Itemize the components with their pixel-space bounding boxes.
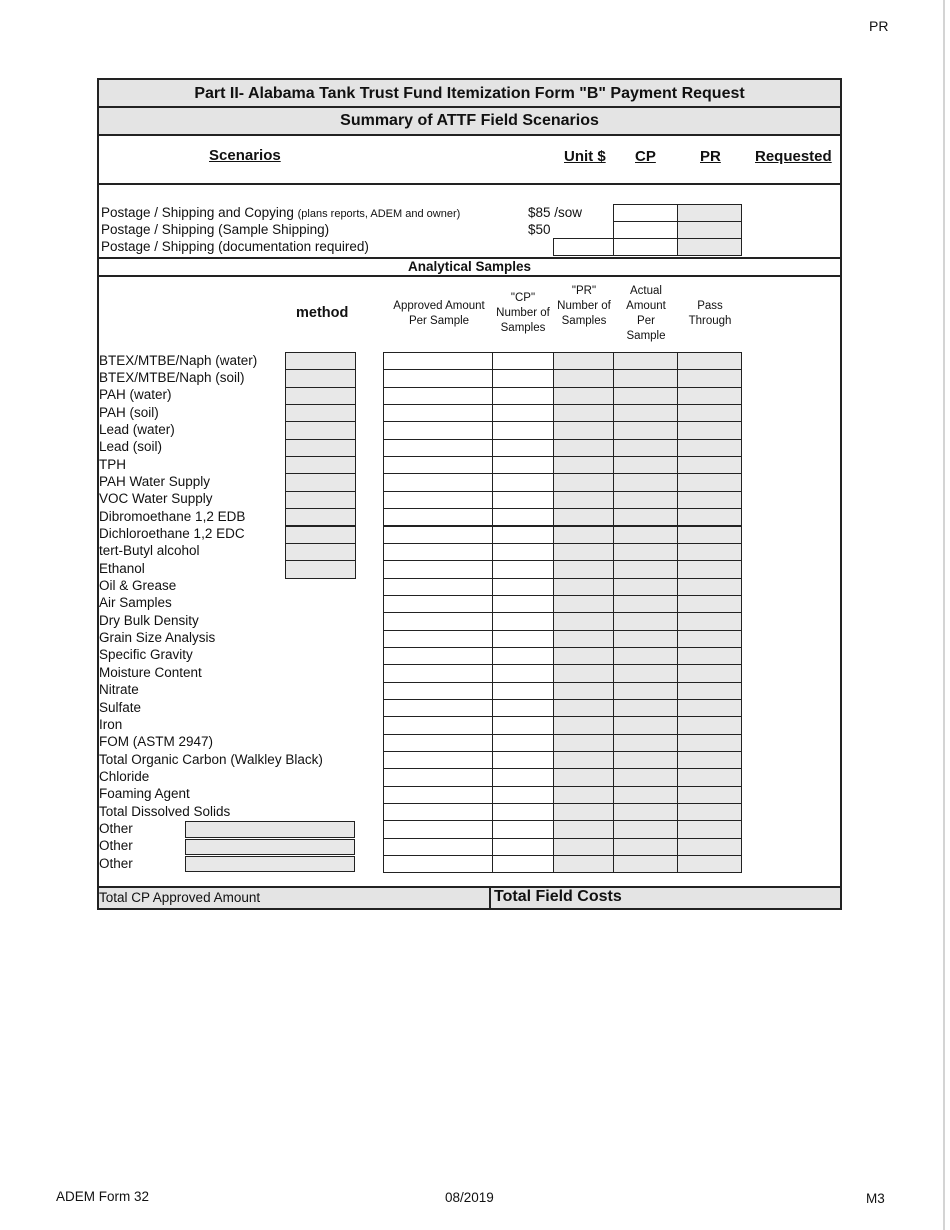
approved-amount-cell[interactable] — [383, 404, 493, 422]
approved-amount-cell[interactable] — [383, 716, 493, 734]
pr-samples-cell[interactable] — [553, 734, 614, 752]
actual-amount-cell[interactable] — [613, 734, 678, 752]
other-description-cell[interactable] — [185, 856, 355, 872]
approved-amount-cell[interactable] — [383, 491, 493, 509]
pass-through-cell[interactable] — [677, 421, 742, 439]
method-cell[interactable] — [285, 473, 356, 491]
approved-amount-cell[interactable] — [383, 803, 493, 821]
method-cell[interactable] — [285, 369, 356, 387]
pr-samples-cell[interactable] — [553, 560, 614, 578]
approved-amount-cell[interactable] — [383, 630, 493, 648]
pass-through-cell[interactable] — [677, 664, 742, 682]
actual-amount-cell[interactable] — [613, 716, 678, 734]
sample-label: Dry Bulk Density — [99, 612, 199, 628]
sample-label: Other — [99, 855, 133, 871]
sample-label: Iron — [99, 716, 123, 732]
actual-amount-cell[interactable] — [613, 387, 678, 405]
pr-samples-cell[interactable] — [553, 803, 614, 821]
header-unit: Unit $ — [564, 148, 606, 165]
pass-through-cell[interactable] — [677, 786, 742, 804]
actual-amount-cell[interactable] — [613, 786, 678, 804]
cp-samples-cell[interactable] — [492, 439, 554, 457]
method-cell[interactable] — [285, 352, 356, 370]
postage-sample-label: Postage / Shipping (Sample Shipping) — [101, 222, 330, 237]
cp-samples-cell[interactable] — [492, 595, 554, 613]
method-cell[interactable] — [285, 404, 356, 422]
pass-through-cell[interactable] — [677, 369, 742, 387]
sample-label: Total Organic Carbon (Walkley Black) — [99, 751, 323, 767]
header-pr: PR — [700, 148, 721, 165]
cp-samples-cell[interactable] — [492, 526, 554, 544]
sample-label: PAH (water) — [99, 387, 172, 403]
pr-samples-cell[interactable] — [553, 543, 614, 561]
postage-documentation-pr-cell[interactable] — [677, 238, 742, 256]
footer-date: 08/2019 — [445, 1190, 494, 1205]
method-cell[interactable] — [285, 508, 356, 526]
pass-through-cell[interactable] — [677, 751, 742, 769]
actual-amount-cell[interactable] — [613, 526, 678, 544]
actual-amount-cell[interactable] — [613, 647, 678, 665]
pr-samples-cell[interactable] — [553, 369, 614, 387]
method-cell[interactable] — [285, 387, 356, 405]
pr-samples-cell[interactable] — [553, 456, 614, 474]
pr-samples-cell[interactable] — [553, 439, 614, 457]
sample-label: Lead (water) — [99, 421, 175, 437]
cp-samples-cell[interactable] — [492, 612, 554, 630]
cp-samples-cell[interactable] — [492, 734, 554, 752]
approved-amount-cell[interactable] — [383, 595, 493, 613]
pass-through-cell[interactable] — [677, 682, 742, 700]
pass-through-cell[interactable] — [677, 803, 742, 821]
cp-samples-cell[interactable] — [492, 716, 554, 734]
pr-samples-cell[interactable] — [553, 786, 614, 804]
sample-label: tert-Butyl alcohol — [99, 543, 200, 559]
approved-amount-cell[interactable] — [383, 786, 493, 804]
postage-documentation-label: Postage / Shipping (documentation required) — [101, 239, 369, 254]
sample-label: Oil & Grease — [99, 578, 177, 594]
header-cp: CP — [635, 148, 656, 165]
pass-through-cell[interactable] — [677, 630, 742, 648]
approved-amount-cell[interactable] — [383, 526, 493, 544]
actual-amount-cell[interactable] — [613, 543, 678, 561]
approved-amount-cell[interactable] — [383, 734, 493, 752]
total-cp-approved-label: Total CP Approved Amount — [99, 890, 261, 905]
actual-amount-cell[interactable] — [613, 751, 678, 769]
cp-samples-cell[interactable] — [492, 421, 554, 439]
pass-through-cell[interactable] — [677, 768, 742, 786]
sample-label: PAH (soil) — [99, 404, 159, 420]
pass-through-cell[interactable] — [677, 439, 742, 457]
pass-through-cell[interactable] — [677, 612, 742, 630]
footer-page-code: M3 — [866, 1191, 885, 1206]
header-cp-samples: "CP" Number of Samples — [496, 292, 550, 334]
postage-copying-main: Postage / Shipping and Copying — [101, 205, 298, 220]
pr-samples-cell[interactable] — [553, 404, 614, 422]
sample-label: Dichloroethane 1,2 EDC — [99, 526, 245, 541]
pr-samples-cell[interactable] — [553, 491, 614, 509]
pr-samples-cell[interactable] — [553, 820, 614, 838]
header-scenarios: Scenarios — [209, 147, 281, 164]
divider — [99, 134, 840, 136]
sample-label: Total Dissolved Solids — [99, 803, 231, 819]
actual-amount-cell[interactable] — [613, 439, 678, 457]
page-marker: PR — [869, 18, 889, 34]
sample-label: Sulfate — [99, 699, 142, 715]
sample-label: Foaming Agent — [99, 786, 190, 802]
pass-through-cell[interactable] — [677, 456, 742, 474]
sample-label: BTEX/MTBE/Naph (water) — [99, 352, 258, 368]
postage-copying-note: (plans reports, ADEM and owner) — [297, 208, 461, 220]
pass-through-cell[interactable] — [677, 491, 742, 509]
total-field-costs-label: Total Field Costs — [494, 888, 622, 905]
actual-amount-cell[interactable] — [613, 664, 678, 682]
actual-amount-cell[interactable] — [613, 473, 678, 491]
sample-label: BTEX/MTBE/Naph (soil) — [99, 369, 245, 385]
cp-samples-cell[interactable] — [492, 578, 554, 596]
actual-amount-cell[interactable] — [613, 803, 678, 821]
pr-samples-cell[interactable] — [553, 682, 614, 700]
sample-label: Ethanol — [99, 560, 145, 576]
sample-label: PAH Water Supply — [99, 473, 211, 489]
divider — [99, 183, 840, 185]
form-title: Part II- Alabama Tank Trust Fund Itemization Form "B" Payment Request — [194, 85, 745, 102]
analytical-heading: Analytical Samples — [407, 259, 532, 274]
sample-label: Other — [99, 838, 133, 854]
header-approved: Approved Amount Per Sample — [393, 300, 485, 327]
pass-through-cell[interactable] — [677, 734, 742, 752]
cp-samples-cell[interactable] — [492, 768, 554, 786]
pass-through-cell[interactable] — [677, 526, 742, 544]
pass-through-cell[interactable] — [677, 352, 742, 370]
approved-amount-cell[interactable] — [383, 508, 493, 526]
approved-amount-cell[interactable] — [383, 387, 493, 405]
approved-amount-cell[interactable] — [383, 421, 493, 439]
actual-amount-cell[interactable] — [613, 421, 678, 439]
cp-samples-cell[interactable] — [492, 560, 554, 578]
pass-through-cell[interactable] — [677, 404, 742, 422]
postage-documentation-unit-cell[interactable] — [553, 238, 614, 256]
pr-samples-cell[interactable] — [553, 578, 614, 596]
postage-copying-price: $85 /sow — [528, 205, 583, 220]
cp-samples-cell[interactable] — [492, 404, 554, 422]
header-pr-samples: "PR" Number of Samples — [557, 285, 611, 327]
actual-amount-cell[interactable] — [613, 491, 678, 509]
actual-amount-cell[interactable] — [613, 820, 678, 838]
approved-amount-cell[interactable] — [383, 664, 493, 682]
approved-amount-cell[interactable] — [383, 682, 493, 700]
method-cell[interactable] — [285, 439, 356, 457]
pr-samples-cell[interactable] — [553, 855, 614, 873]
sample-label: VOC Water Supply — [99, 491, 213, 507]
postage-documentation-cp-cell[interactable] — [613, 238, 678, 256]
header-pass-through: Pass Through — [688, 300, 732, 327]
cp-samples-cell[interactable] — [492, 820, 554, 838]
approved-amount-cell[interactable] — [383, 352, 493, 370]
cp-samples-cell[interactable] — [492, 630, 554, 648]
approved-amount-cell[interactable] — [383, 647, 493, 665]
pr-samples-cell[interactable] — [553, 612, 614, 630]
pass-through-cell[interactable] — [677, 699, 742, 717]
sample-label: Specific Gravity — [99, 647, 193, 663]
cp-samples-cell[interactable] — [492, 473, 554, 491]
actual-amount-cell[interactable] — [613, 855, 678, 873]
form-subtitle: Summary of ATTF Field Scenarios — [340, 112, 599, 129]
pass-through-cell[interactable] — [677, 387, 742, 405]
actual-amount-cell[interactable] — [613, 578, 678, 596]
cp-samples-cell[interactable] — [492, 699, 554, 717]
other-description-cell[interactable] — [185, 839, 355, 855]
cp-samples-cell[interactable] — [492, 491, 554, 509]
method-cell[interactable] — [285, 526, 356, 544]
approved-amount-cell[interactable] — [383, 543, 493, 561]
actual-amount-cell[interactable] — [613, 456, 678, 474]
pr-samples-cell[interactable] — [553, 526, 614, 544]
actual-amount-cell[interactable] — [613, 508, 678, 526]
cp-samples-cell[interactable] — [492, 508, 554, 526]
approved-amount-cell[interactable] — [383, 473, 493, 491]
cp-samples-cell[interactable] — [492, 456, 554, 474]
actual-amount-cell[interactable] — [613, 768, 678, 786]
method-cell[interactable] — [285, 491, 356, 509]
pass-through-cell[interactable] — [677, 647, 742, 665]
header-requested: Requested — [755, 148, 832, 165]
approved-amount-cell[interactable] — [383, 612, 493, 630]
sample-label: Dibromoethane 1,2 EDB — [99, 508, 246, 524]
approved-amount-cell[interactable] — [383, 578, 493, 596]
pass-through-cell[interactable] — [677, 855, 742, 873]
pr-samples-cell[interactable] — [553, 768, 614, 786]
pass-through-cell[interactable] — [677, 716, 742, 734]
method-cell[interactable] — [285, 543, 356, 561]
approved-amount-cell[interactable] — [383, 820, 493, 838]
approved-amount-cell[interactable] — [383, 699, 493, 717]
approved-amount-cell[interactable] — [383, 768, 493, 786]
pr-samples-cell[interactable] — [553, 421, 614, 439]
actual-amount-cell[interactable] — [613, 595, 678, 613]
actual-amount-cell[interactable] — [613, 369, 678, 387]
footer-form-name: ADEM Form 32 — [56, 1189, 150, 1204]
sample-label: Other — [99, 820, 133, 836]
sample-label: Air Samples — [99, 595, 172, 611]
sample-label: Lead (soil) — [99, 439, 163, 455]
actual-amount-cell[interactable] — [613, 352, 678, 370]
postage-copying-pr-cell[interactable] — [677, 204, 742, 222]
method-cell[interactable] — [285, 560, 356, 578]
cp-samples-cell[interactable] — [492, 543, 554, 561]
actual-amount-cell[interactable] — [613, 699, 678, 717]
pass-through-cell[interactable] — [677, 820, 742, 838]
cp-samples-cell[interactable] — [492, 387, 554, 405]
sample-label: Moisture Content — [99, 664, 202, 680]
pass-through-cell[interactable] — [677, 578, 742, 596]
pr-samples-cell[interactable] — [553, 473, 614, 491]
actual-amount-cell[interactable] — [613, 560, 678, 578]
sample-label: Nitrate — [99, 682, 139, 698]
cp-samples-cell[interactable] — [492, 664, 554, 682]
cp-samples-cell[interactable] — [492, 786, 554, 804]
pr-samples-cell[interactable] — [553, 838, 614, 856]
header-method: method — [296, 305, 349, 321]
pass-through-cell[interactable] — [677, 543, 742, 561]
postage-copying-label — [101, 205, 460, 220]
pr-samples-cell[interactable] — [553, 716, 614, 734]
pr-samples-cell[interactable] — [553, 751, 614, 769]
cp-samples-cell[interactable] — [492, 803, 554, 821]
cp-samples-cell[interactable] — [492, 855, 554, 873]
pr-samples-cell[interactable] — [553, 595, 614, 613]
approved-amount-cell[interactable] — [383, 855, 493, 873]
method-cell[interactable] — [285, 421, 356, 439]
postage-sample-pr-cell[interactable] — [677, 221, 742, 239]
sample-label: TPH — [99, 456, 126, 472]
cp-samples-cell[interactable] — [492, 369, 554, 387]
postage-sample-price: $50 — [528, 222, 551, 237]
sample-label: FOM (ASTM 2947) — [99, 734, 214, 750]
pass-through-cell[interactable] — [677, 560, 742, 578]
sample-label: Chloride — [99, 768, 150, 784]
pass-through-cell[interactable] — [677, 473, 742, 491]
pr-samples-cell[interactable] — [553, 352, 614, 370]
cp-samples-cell[interactable] — [492, 647, 554, 665]
pr-samples-cell[interactable] — [553, 387, 614, 405]
actual-amount-cell[interactable] — [613, 682, 678, 700]
divider — [99, 275, 840, 277]
approved-amount-cell[interactable] — [383, 439, 493, 457]
cp-samples-cell[interactable] — [492, 682, 554, 700]
cp-samples-cell[interactable] — [492, 751, 554, 769]
approved-amount-cell[interactable] — [383, 456, 493, 474]
actual-amount-cell[interactable] — [613, 838, 678, 856]
page-edge-line — [943, 0, 945, 1230]
pass-through-cell[interactable] — [677, 508, 742, 526]
approved-amount-cell[interactable] — [383, 560, 493, 578]
pr-samples-cell[interactable] — [553, 647, 614, 665]
postage-copying-cp-cell[interactable] — [613, 204, 678, 222]
pr-samples-cell[interactable] — [553, 664, 614, 682]
approved-amount-cell[interactable] — [383, 751, 493, 769]
pr-samples-cell[interactable] — [553, 508, 614, 526]
pass-through-cell[interactable] — [677, 838, 742, 856]
actual-amount-cell[interactable] — [613, 612, 678, 630]
cp-samples-cell[interactable] — [492, 838, 554, 856]
cp-samples-cell[interactable] — [492, 352, 554, 370]
postage-sample-cp-cell[interactable] — [613, 221, 678, 239]
pr-samples-cell[interactable] — [553, 630, 614, 648]
divider — [489, 888, 491, 908]
method-cell[interactable] — [285, 456, 356, 474]
other-description-cell[interactable] — [185, 821, 355, 837]
header-actual-amount: Actual Amount Per Sample — [626, 285, 666, 342]
approved-amount-cell[interactable] — [383, 838, 493, 856]
actual-amount-cell[interactable] — [613, 404, 678, 422]
pass-through-cell[interactable] — [677, 595, 742, 613]
actual-amount-cell[interactable] — [613, 630, 678, 648]
pr-samples-cell[interactable] — [553, 699, 614, 717]
approved-amount-cell[interactable] — [383, 369, 493, 387]
sample-label: Grain Size Analysis — [99, 630, 216, 646]
